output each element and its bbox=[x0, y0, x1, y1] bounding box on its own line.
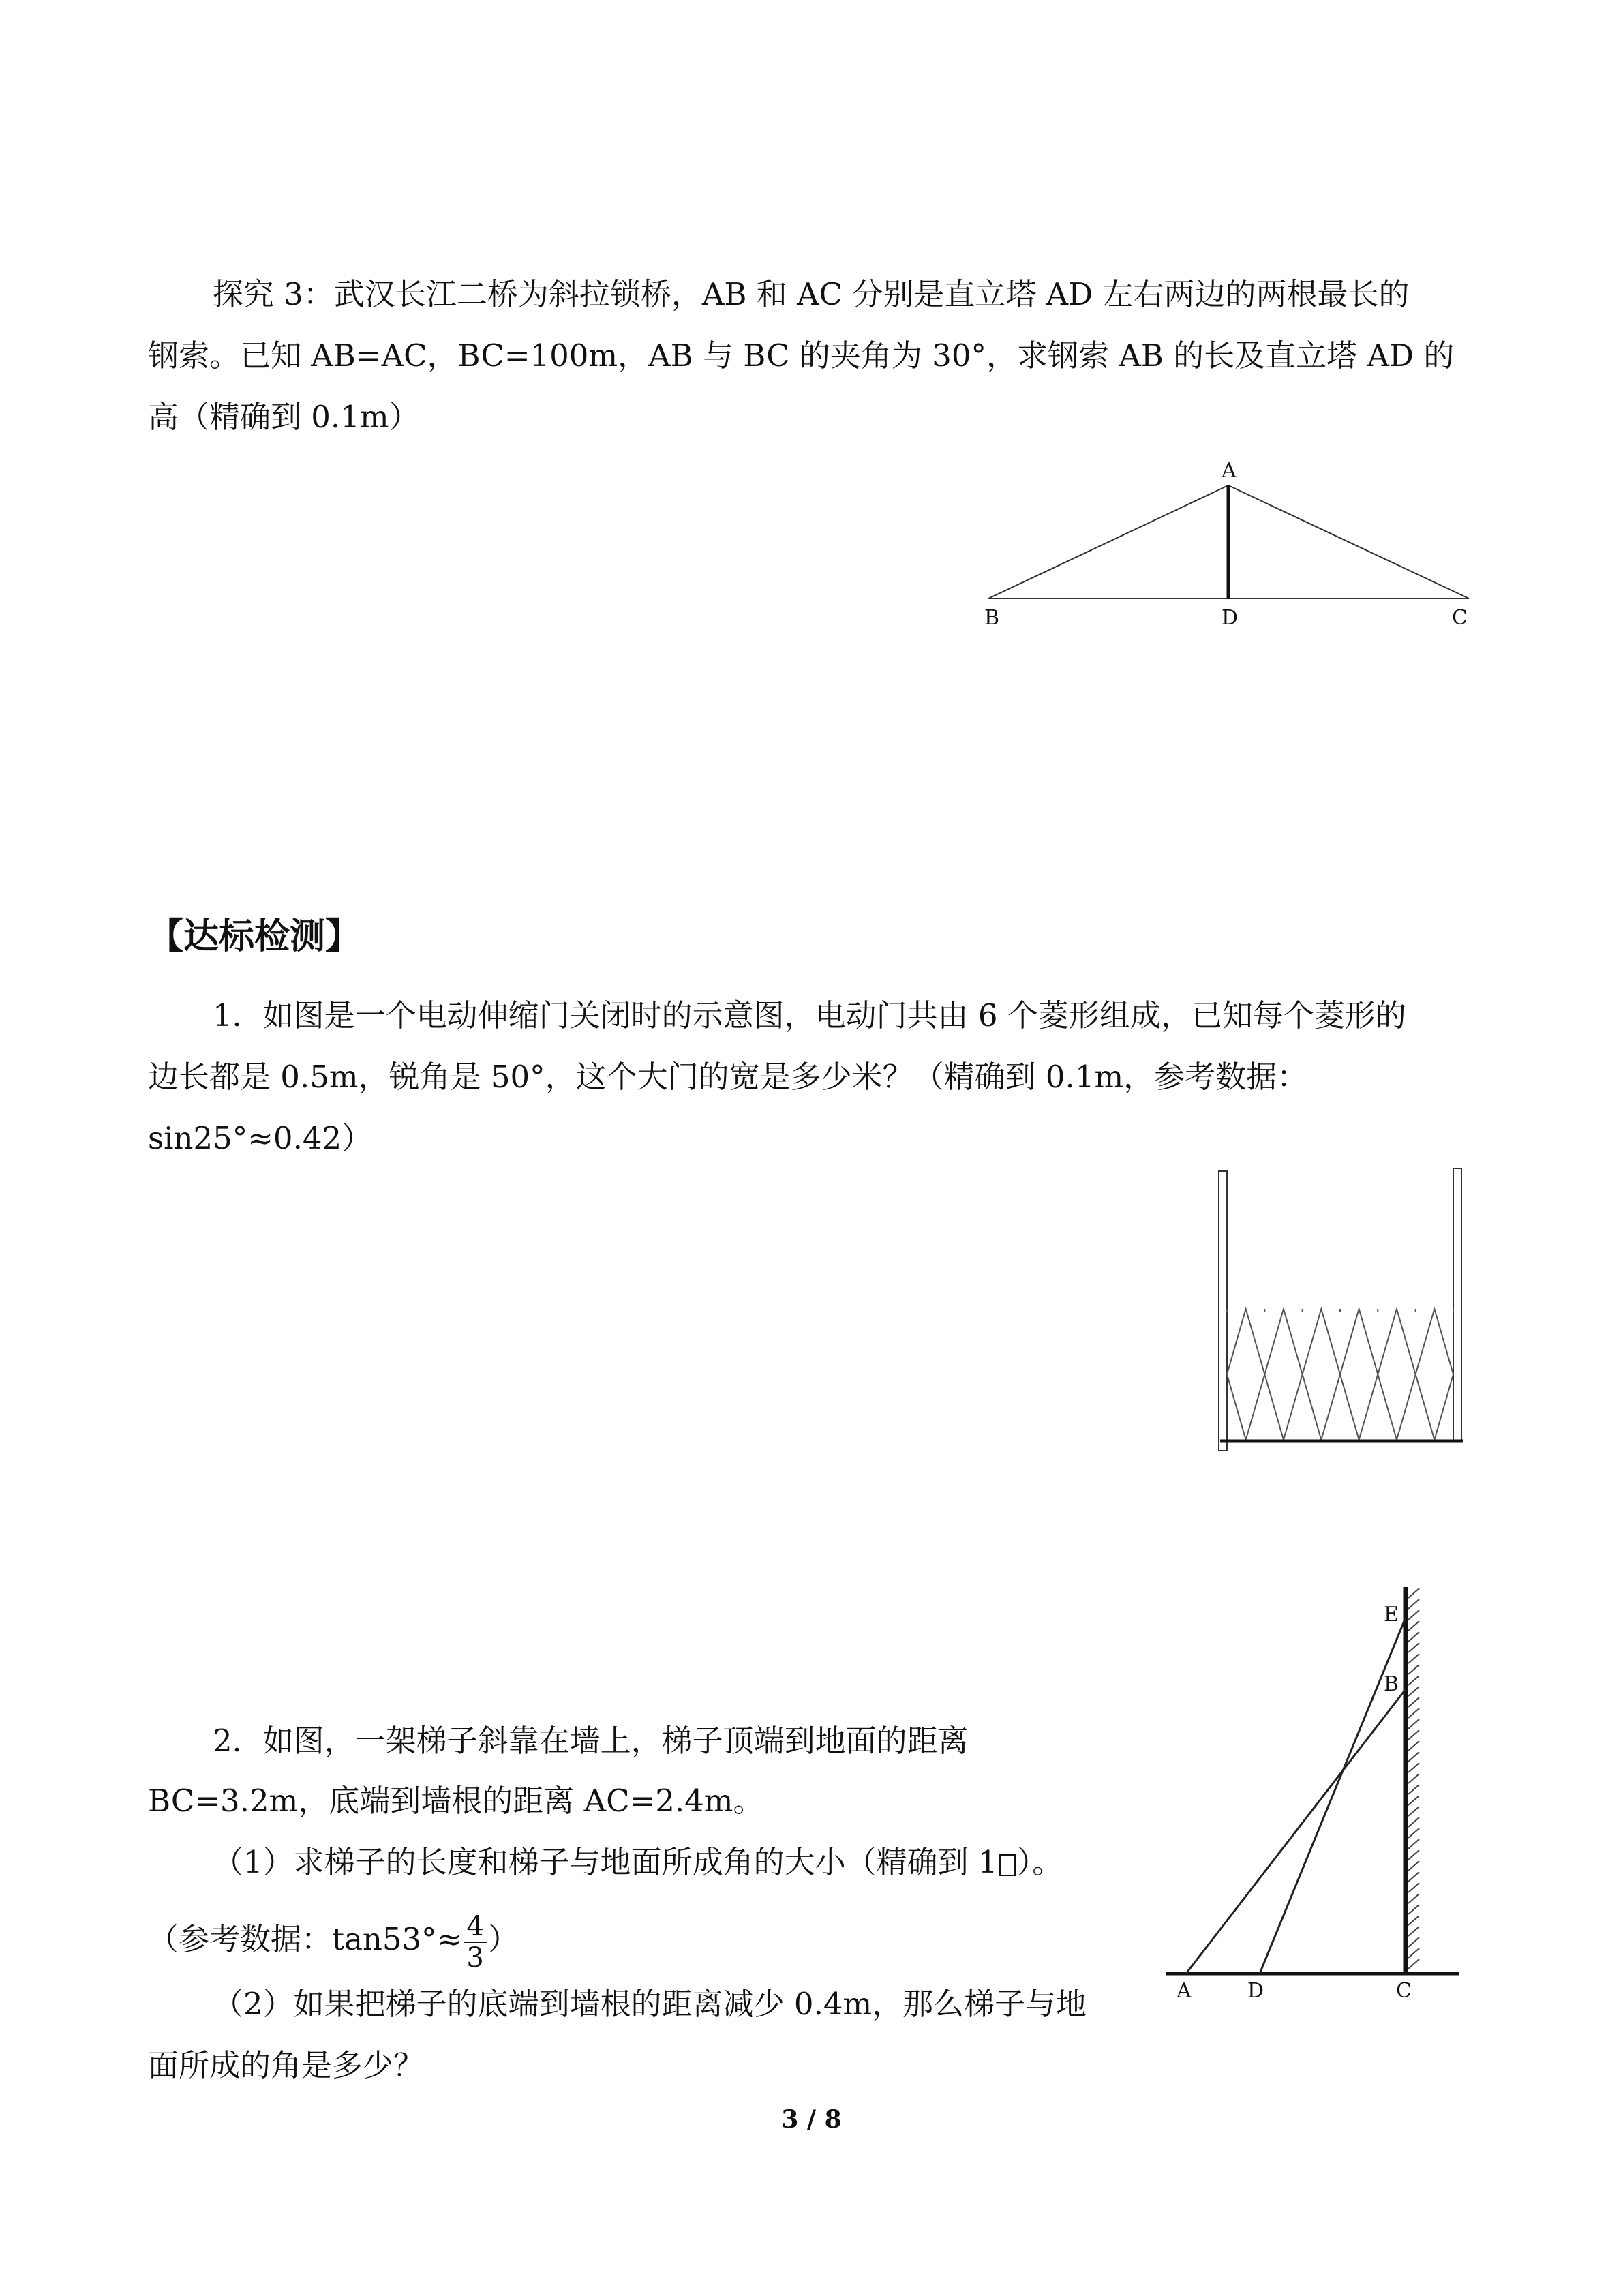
hatch-line bbox=[1408, 1719, 1419, 1729]
hatch-line bbox=[1408, 1916, 1419, 1925]
hatch-line bbox=[1408, 1588, 1419, 1598]
hatch-line bbox=[1408, 1796, 1419, 1805]
hatch-line bbox=[1408, 1621, 1419, 1631]
right-post bbox=[1453, 1168, 1461, 1441]
q2-part1 bbox=[213, 1842, 1063, 1883]
hatch-line bbox=[1408, 1599, 1419, 1609]
page-number: 3 / 8 bbox=[781, 2105, 842, 2134]
hatch-line bbox=[1408, 1687, 1419, 1696]
hatch-line bbox=[1408, 1807, 1419, 1816]
hatch-line bbox=[1408, 1763, 1419, 1772]
hatch-line bbox=[1408, 1817, 1419, 1827]
hatch-line bbox=[1408, 1741, 1419, 1751]
q2-ref-prefix: （参考数据：tan53°≈ bbox=[148, 1921, 463, 1957]
wall-hatching bbox=[1408, 1588, 1419, 1969]
hatch-line bbox=[1408, 1697, 1419, 1707]
label-c: C bbox=[1396, 1979, 1412, 2003]
label-c: C bbox=[1452, 606, 1468, 630]
hatch-line bbox=[1408, 1665, 1419, 1674]
hatch-line bbox=[1408, 1730, 1419, 1740]
label-a: A bbox=[1177, 1979, 1192, 2003]
bridge-figure bbox=[975, 457, 1479, 634]
rhombus bbox=[1303, 1309, 1340, 1440]
rhombus bbox=[1264, 1309, 1302, 1440]
hatch-line bbox=[1408, 1610, 1419, 1620]
hatch-line bbox=[1408, 1839, 1419, 1849]
hatch-line bbox=[1408, 1632, 1419, 1642]
ladder-ab bbox=[1186, 1689, 1406, 1974]
label-d: D bbox=[1222, 606, 1239, 630]
cable-ab bbox=[988, 485, 1228, 599]
explore3-line-2: 钢索。已知 AB=AC，BC=100m，AB 与 BC 的夹角为 30°，求钢索 AB 的长及直立塔 AD 的 bbox=[148, 337, 1455, 374]
hatch-line bbox=[1408, 1872, 1419, 1882]
degree-box bbox=[999, 1854, 1016, 1876]
section-title: 【达标检测】 bbox=[148, 916, 361, 957]
label-b: B bbox=[1384, 1672, 1399, 1696]
q1-line-1: 1．如图是一个电动伸缩门关闭时的示意图，电动门共由 6 个菱形组成，已知每个菱形的 bbox=[213, 997, 1406, 1033]
q2-line-2: BC=3.2m，底端到墙根的距离 AC=2.4m。 bbox=[148, 1783, 764, 1819]
q2-part1-end: ）。 bbox=[1016, 1844, 1063, 1880]
fraction-denominator: 3 bbox=[466, 1942, 484, 1974]
hatch-line bbox=[1408, 1905, 1419, 1914]
q2-part2-line-2: 面所成的角是多少？ bbox=[148, 2047, 425, 2083]
hatch-line bbox=[1408, 1959, 1419, 1969]
explore3-line-1: 探究 3：武汉长江二桥为斜拉锁桥，AB 和 AC 分别是直立塔 AD 左右两边的两根最长的 bbox=[213, 276, 1410, 312]
hatch-line bbox=[1408, 1643, 1419, 1652]
hatch-line bbox=[1408, 1861, 1419, 1871]
q2-part1-text: （1）求梯子的长度和梯子与地面所成角的大小（精确到 1 bbox=[213, 1844, 998, 1880]
hatch-line bbox=[1408, 1654, 1419, 1663]
hatch-line bbox=[1408, 1894, 1419, 1903]
rhombus bbox=[1340, 1309, 1378, 1440]
left-post bbox=[1219, 1171, 1227, 1451]
q1-line-3: sin25°≈0.42） bbox=[148, 1120, 373, 1156]
fraction-numerator: 4 bbox=[464, 1912, 486, 1943]
hatch-line bbox=[1408, 1850, 1419, 1860]
cable-ac bbox=[1228, 485, 1469, 599]
label-d: D bbox=[1247, 1979, 1264, 2003]
label-e: E bbox=[1384, 1603, 1399, 1627]
explore3-line-3: 高（精确到 0.1m） bbox=[148, 399, 420, 435]
rhombus-lattice bbox=[1227, 1309, 1453, 1440]
gate-figure bbox=[1213, 1166, 1472, 1452]
hatch-line bbox=[1408, 1937, 1419, 1947]
q2-part2-line-1: （2）如果把梯子的底端到墙根的距离减少 0.4m，那么梯子与地 bbox=[213, 1986, 1087, 2022]
hatch-line bbox=[1408, 1927, 1419, 1936]
fraction-four-thirds bbox=[464, 1912, 486, 1973]
rhombus bbox=[1227, 1309, 1264, 1440]
hatch-line bbox=[1408, 1948, 1419, 1958]
q2-line-1: 2．如图，一架梯子斜靠在墙上，梯子顶端到地面的距离 bbox=[213, 1723, 969, 1759]
hatch-line bbox=[1408, 1883, 1419, 1892]
hatch-line bbox=[1408, 1752, 1419, 1762]
hatch-line bbox=[1408, 1774, 1419, 1783]
q2-reference bbox=[148, 1902, 519, 1977]
ladder-de bbox=[1260, 1618, 1406, 1974]
rhombus bbox=[1416, 1309, 1453, 1440]
label-a: A bbox=[1222, 459, 1237, 483]
rhombus bbox=[1378, 1309, 1415, 1440]
q2-ref-suffix: ） bbox=[487, 1921, 519, 1957]
hatch-line bbox=[1408, 1785, 1419, 1794]
hatch-line bbox=[1408, 1676, 1419, 1685]
hatch-line bbox=[1408, 1708, 1419, 1718]
hatch-line bbox=[1408, 1828, 1419, 1838]
label-b: B bbox=[984, 606, 1000, 630]
ladder-figure bbox=[1159, 1582, 1472, 2018]
q1-line-2: 边长都是 0.5m，锐角是 50°，这个大门的宽是多少米？（精确到 0.1m，参考数据： bbox=[148, 1059, 1308, 1095]
